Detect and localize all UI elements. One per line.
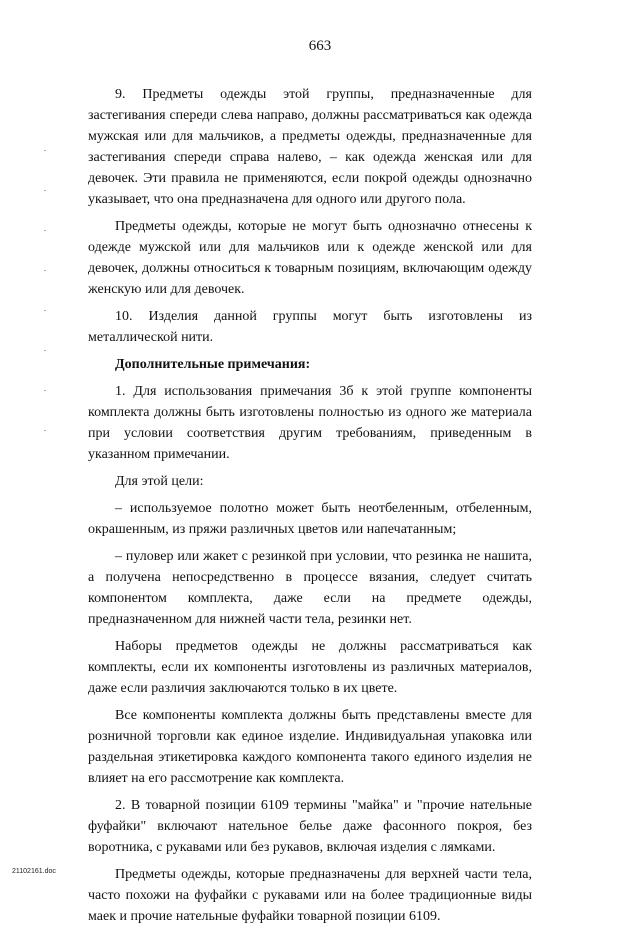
paragraph-additional-note-2: 2. В товарной позиции 6109 термины "майка" и "прочие нательные фуфайки" включают нательное белье даже фасонного покроя, без воротника, с рукавами или без рукавов, включая изделия с лямками. xyxy=(88,798,532,855)
page-number: 663 xyxy=(308,38,332,54)
paragraph-note-9: 9. Предметы одежды этой группы, предназначенные для застегивания спереди слева направо, должны рассматриваться как одежда мужская или для мальчиков, а предметы одежды, предназначенные для застегивания спереди справа налево, – как одежда женская или для девочек. Эти правила не применяются, если покрой одежды однозначно указывает, что она предназначена для одного или другого пола. xyxy=(88,87,532,207)
paragraph-retail-packaging: Все компоненты комплекта должны быть представлены вместе для розничной торговли как единое изделие. Индивидуальная упаковка или раздельная этикетировка каждого компонента такого единого изделия не влияет на его рассмотрение как комплекта. xyxy=(88,708,532,786)
paragraph-fabric-condition: – используемое полотно может быть неотбеленным, отбеленным, окрашенным, из пряжи различных цветов или напечатанным; xyxy=(88,501,532,537)
footer-filename: 21102161.doc xyxy=(12,868,56,875)
scan-margin-marks xyxy=(44,150,46,450)
document-body xyxy=(88,84,532,933)
paragraph-for-this-purpose: Для этой цели: xyxy=(115,474,204,489)
paragraph-additional-note-1: 1. Для использования примечания 3б к этой группе компоненты комплекта должны быть изготовлены полностью из одного же материала при условии соответствия другим требованиям, приведенным в указанном примечании. xyxy=(88,384,532,462)
heading-additional-notes: Дополнительные примечания: xyxy=(115,357,311,372)
paragraph-unassigned-clothing: Предметы одежды, которые не могут быть однозначно отнесены к одежде мужской или для мальчиков или к одежде женской или для девочек, должны относиться к товарным позициям, включающим одежду женскую или для девочек. xyxy=(88,219,532,297)
paragraph-upper-body-garments: Предметы одежды, которые предназначены для верхней части тела, часто похожи на фуфайки с рукавами или на более традиционные виды маек и прочие нательные фуфайки товарной позиции 6109. xyxy=(88,867,532,924)
paragraph-pullover-condition: – пуловер или жакет с резинкой при условии, что резинка не нашита, а получена непосредственно в процессе вязания, следует считать компонентом комплекта, даже если на предмете одежды, предназначенном для нижней части тела, резинки нет. xyxy=(88,549,532,627)
paragraph-note-10: 10. Изделия данной группы могут быть изготовлены из металлической нити. xyxy=(88,309,532,345)
paragraph-sets-materials: Наборы предметов одежды не должны рассматриваться как комплекты, если их компоненты изготовлены из различных материалов, даже если различия заключаются только в их цвете. xyxy=(88,639,532,696)
